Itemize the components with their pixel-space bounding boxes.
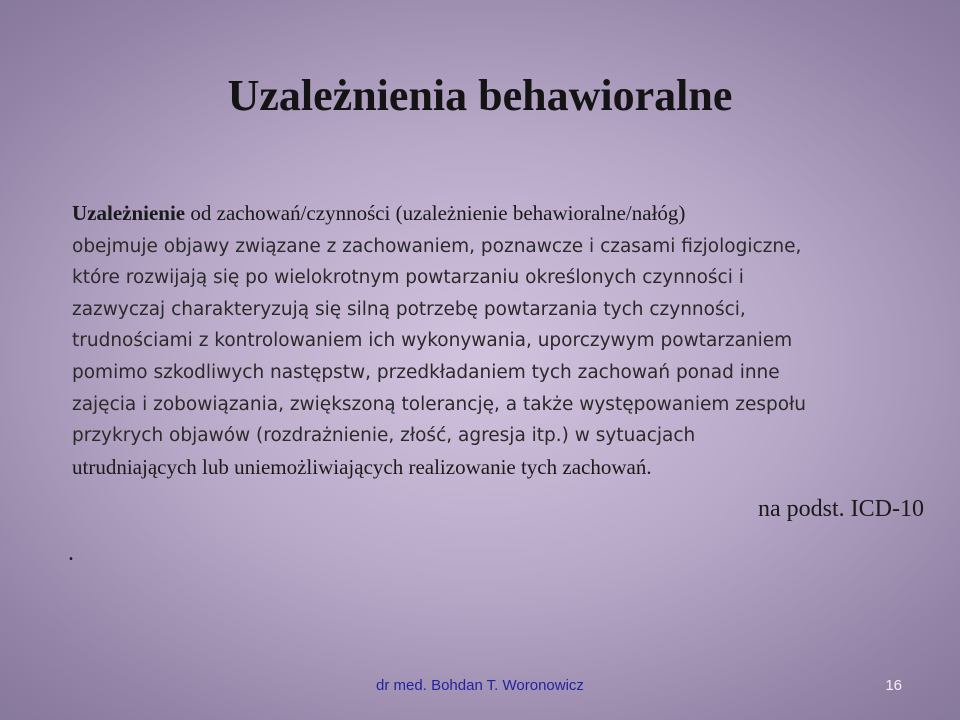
defined-term: Uzależnienie [72,201,186,225]
page-number: 16 [885,677,902,694]
definition-line-2: które rozwijają się po wielokrotnym powtarzaniu określonych czynności i [72,267,744,289]
definition-line-5: pomimo szkodliwych następstw, przedkładaniem tych zachowań ponad inne [72,361,780,383]
definition-lead: od zachowań/czynności (uzależnienie behawioralne/nałóg) [185,201,686,225]
definition-line-3: zazwyczaj charakteryzują się silną potrzebę powtarzania tych czynności, [72,298,746,320]
definition-last-line: utrudniających lub uniemożliwiających realizowanie tych zachowań. [72,454,652,479]
definition-line-1: obejmuje objawy związane z zachowaniem, poznawcze i czasami fizjologiczne, [72,235,802,257]
footer-author: dr med. Bohdan T. Woronowicz [376,677,584,694]
source-citation: na podst. ICD-10 [758,496,924,522]
definition-paragraph [72,198,932,484]
definition-line-4: trudnościami z kontrolowaniem ich wykonywania, uporczywym powtarzaniem [72,330,793,352]
definition-line-7: przykrych objawów (rozdrażnienie, złość, agresja itp.) w sytuacjach [72,425,696,447]
slide-title: Uzależnienia behawioralne [227,71,733,120]
stray-dot: . [68,540,74,566]
definition-line-6: zajęcia i zobowiązania, zwiększoną tolerancję, a także występowaniem zespołu [72,393,807,415]
